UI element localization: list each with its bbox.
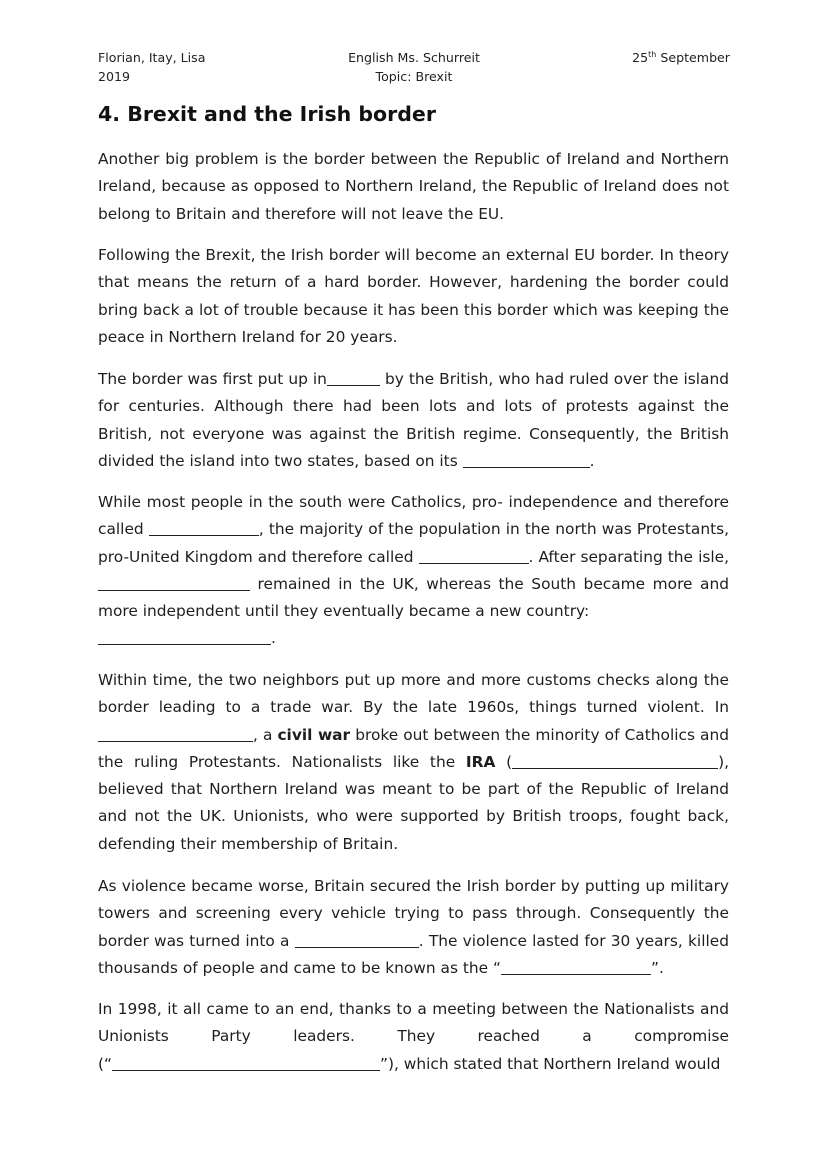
text-fragment: (“ (98, 1054, 112, 1073)
paragraph-brexit-border (98, 242, 729, 351)
header-course: English Ms. Schurreit (348, 50, 480, 65)
header-date-month: September (656, 50, 730, 65)
fill-blank-uk-part[interactable] (98, 588, 250, 589)
fill-blank-basis[interactable] (463, 465, 590, 466)
fill-blank-ira-meaning[interactable] (512, 766, 718, 767)
paragraph-civil-war (98, 667, 729, 858)
text-fragment: . (271, 629, 276, 648)
text-fragment: ”. (650, 958, 664, 977)
paragraph-troubles (98, 873, 729, 982)
fill-blank-border-type[interactable] (295, 945, 419, 946)
paragraph-south-north (98, 489, 729, 653)
text-fragment: remained in the UK, whereas the South became more and more independent until they eventually became a new country: (98, 574, 729, 621)
text-fragment: The border was first put up in (98, 370, 327, 388)
header-year: 2019 (98, 68, 131, 84)
text-fragment: . (589, 451, 595, 470)
fill-blank-agreement-name[interactable] (112, 1068, 380, 1069)
fill-blank-south-name[interactable] (149, 533, 259, 534)
text-fragment: , the majority of the population in the north was Protestants, pro-United Kingdom and therefore called (98, 520, 730, 566)
paragraph-agreement-line-1: In 1998, it all came to an end, thanks to a meeting between the Nationalists and Unionists Party leaders. They reached a compromise (98, 1000, 729, 1046)
fill-blank-civil-war-year[interactable] (98, 739, 253, 740)
paragraph-intro (98, 146, 729, 228)
paragraph-border-history (98, 366, 729, 475)
text-fragment: broke out between the minority of Catholics and the ruling Protestants. Nationalists like the (98, 725, 729, 771)
text-bold-ira: IRA (465, 752, 496, 771)
text-fragment: , a (253, 725, 278, 744)
text-fragment: . The violence lasted for 30 years, killed thousands of people and came to be known as the “ (98, 931, 729, 977)
text-fragment: While most people in the south were Catholics, pro- independence and therefore called (98, 493, 729, 539)
text-fragment: As violence became worse, Britain secured the Irish border by putting up military towers and screening every vehicle trying to pass through. Consequently the border was turned into a (98, 877, 729, 950)
fill-blank-new-country[interactable] (98, 642, 271, 643)
header-authors: Florian, Itay, Lisa (98, 50, 206, 65)
paragraph-brexit-border-text: Following the Brexit, the Irish border will become an external EU border. In theory that means the return of a hard border. However, hardening the border could bring back a lot of trouble because it has been this border which was keeping the peace in Northern Ireland for 20 years. (98, 246, 729, 346)
text-fragment: ”), which stated that Northern Ireland would (379, 1054, 721, 1073)
text-fragment: by the British, who had ruled over the island for centuries. Although there had been lots and lots of protests against the British, not everyone was against the British regime. Consequently, the British divided the island into two states, based on its (98, 370, 729, 470)
header-date-day: 25 (632, 50, 649, 65)
text-fragment: Within time, the two neighbors put up more and more customs checks along the border leading to a trade war. By the late 1960s, things turned violent. In (98, 671, 729, 717)
text-fragment: ), believed that Northern Ireland was meant to be part of the Republic of Ireland and not the UK. Unionists, who were supported by British troops, fought back, defending their membership of Britain. (98, 752, 729, 853)
text-fragment: . After separating the isle, (528, 547, 730, 566)
text-bold-civil-war: civil war (277, 725, 351, 744)
header-date-suffix: th (648, 50, 657, 59)
fill-blank-conflict-name[interactable] (501, 972, 651, 973)
text-fragment: ( (495, 752, 513, 771)
section-title: 4. Brexit and the Irish border (98, 102, 436, 126)
paragraph-intro-text: Another big problem is the border between the Republic of Ireland and Northern Ireland, because as opposed to Northern Ireland, the Republic of Ireland does not belong to Britain and therefore will not leave the EU. (98, 150, 729, 223)
fill-blank-north-name[interactable] (419, 561, 529, 562)
header-topic: Topic: Brexit (375, 68, 453, 84)
paragraph-agreement (98, 996, 729, 1078)
header-date (632, 49, 730, 68)
fill-blank-year[interactable] (327, 383, 380, 384)
